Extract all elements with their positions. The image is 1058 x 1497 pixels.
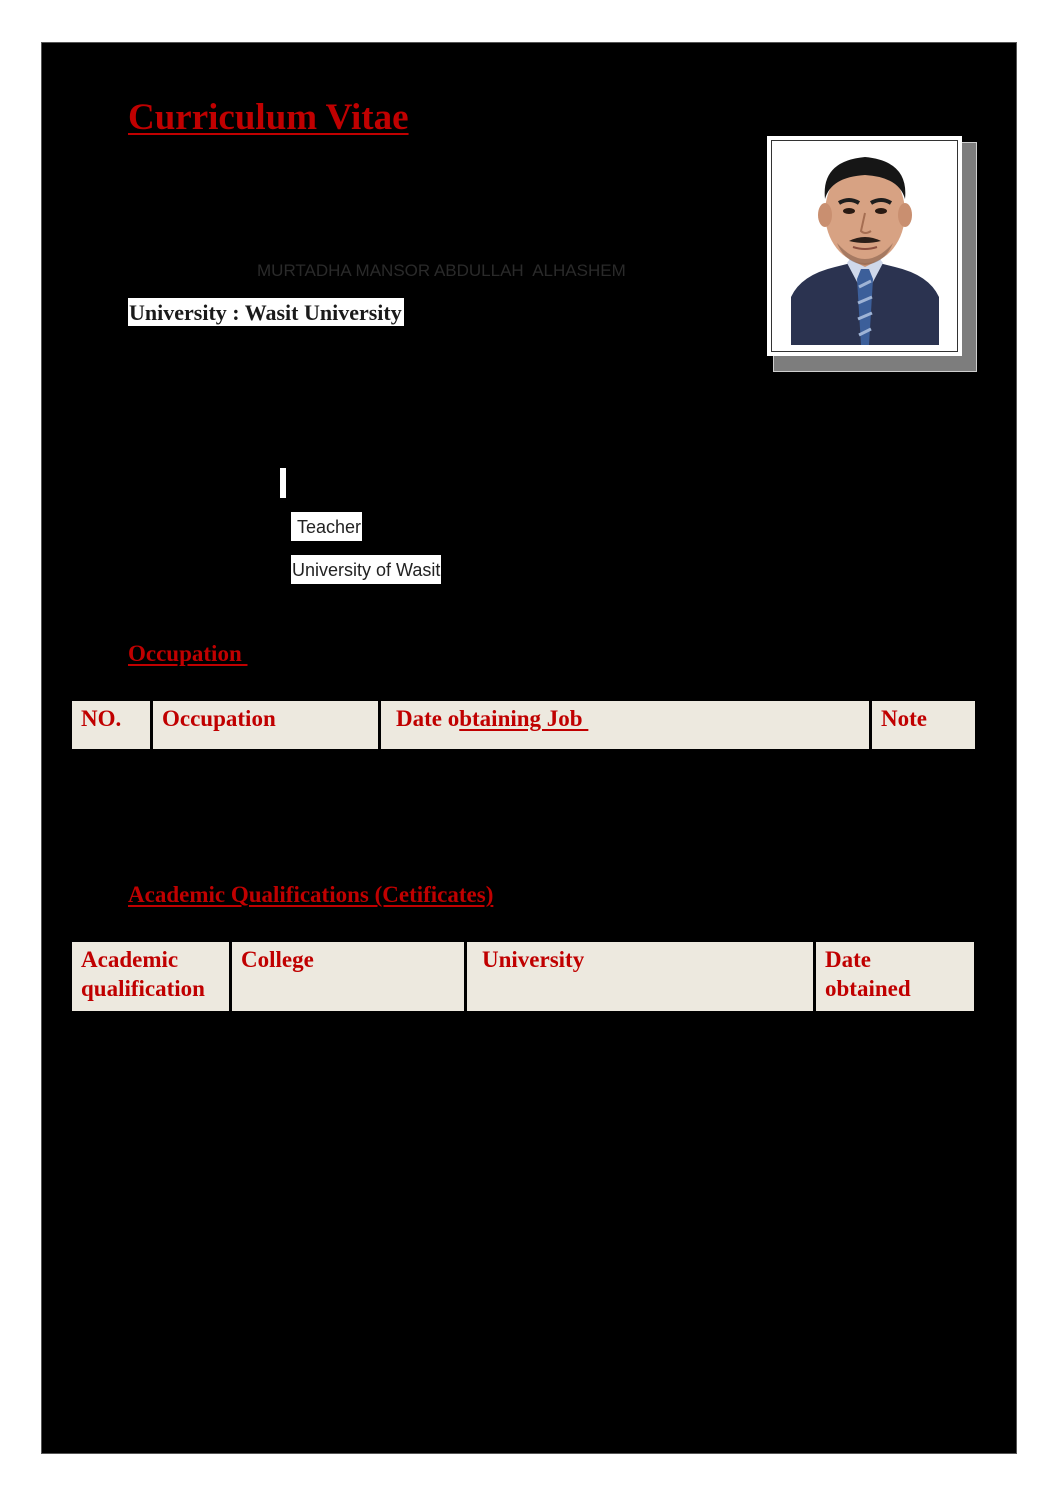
university-line: University : Wasit University [129, 300, 402, 325]
profile-photo [791, 147, 939, 345]
occupation-col-no: NO. [72, 701, 150, 749]
page-title: Curriculum Vitae [128, 97, 409, 138]
occupation-col-note: Note [872, 701, 975, 749]
occupation-col-occupation: Occupation [153, 701, 378, 749]
academic-table [72, 942, 974, 1011]
portrait-image [791, 147, 939, 345]
occupation-heading: Occupation [128, 641, 248, 666]
employer: University of Wasit [291, 555, 441, 584]
academic-col-date: Date obtained [816, 942, 974, 1011]
academic-col-qualification: Academic qualification [72, 942, 229, 1011]
academic-col-college: College [232, 942, 464, 1011]
academic-col-university: University [467, 942, 813, 1011]
person-name: MURTADHA MANSOR ABDULLAH ALHASHEM [257, 261, 626, 280]
job-title: Teacher [291, 512, 362, 541]
occupation-col-date [381, 701, 869, 749]
text-cursor-marker [280, 468, 286, 498]
occupation-col-date-underlined: btaining Job [459, 706, 589, 731]
occupation-table [72, 701, 975, 749]
occupation-col-date-prefix: Date o [396, 706, 460, 731]
academic-heading: Academic Qualifications (Cetificates) [128, 882, 494, 907]
profile-photo-frame [767, 136, 962, 356]
